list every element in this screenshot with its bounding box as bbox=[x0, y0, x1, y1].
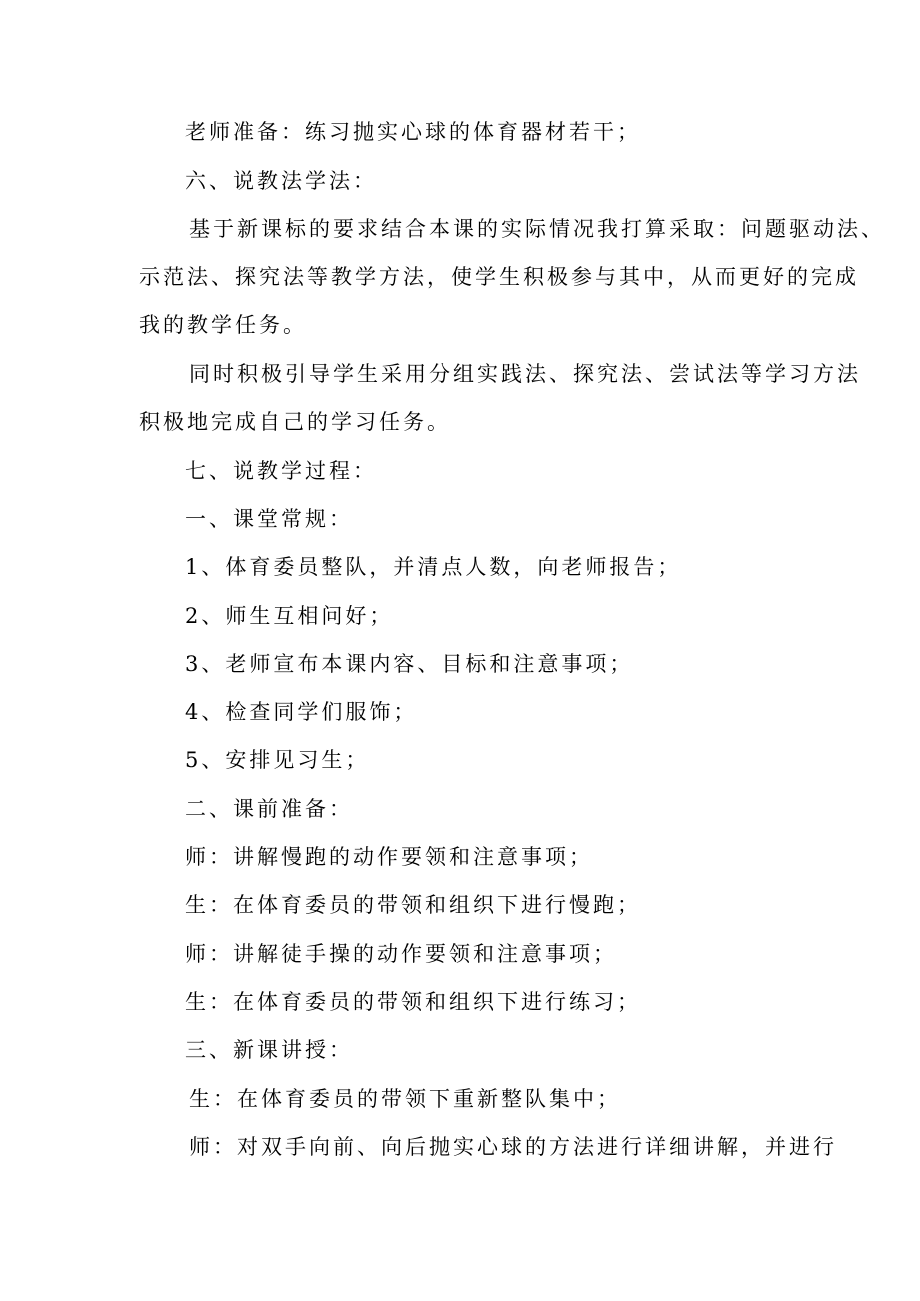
section-heading: 七、说教学过程： bbox=[185, 459, 377, 483]
section-heading: 二、课前准备： bbox=[185, 797, 353, 821]
text-line: 生：在体育委员的带领和组织下进行慢跑； bbox=[185, 893, 641, 917]
section-heading: 六、说教法学法： bbox=[185, 169, 377, 193]
text-line: 生：在体育委员的带领和组织下进行练习； bbox=[185, 990, 641, 1014]
list-item: 4、检查同学们服饰； bbox=[185, 700, 418, 724]
text-line: 师：讲解徒手操的动作要领和注意事项； bbox=[185, 942, 617, 966]
list-item: 1、体育委员整队，并清点人数，向老师报告； bbox=[185, 555, 682, 579]
list-item: 5、安排见习生； bbox=[185, 748, 370, 772]
text-line: 师：对双手向前、向后抛实心球的方法进行详细讲解，并进行 bbox=[189, 1135, 837, 1159]
text-line: 示范法、探究法等教学方法，使学生积极参与其中，从而更好的完成 bbox=[139, 265, 859, 289]
text-line: 老师准备：练习抛实心球的体育器材若干； bbox=[185, 120, 641, 144]
text-line: 积极地完成自己的学习任务。 bbox=[139, 410, 451, 434]
text-line: 师：讲解慢跑的动作要领和注意事项； bbox=[185, 845, 593, 869]
text-line: 同时积极引导学生采用分组实践法、探究法、尝试法等学习方法 bbox=[189, 362, 861, 386]
list-item: 3、老师宣布本课内容、目标和注意事项； bbox=[185, 652, 634, 676]
list-item: 2、师生互相问好； bbox=[185, 604, 394, 628]
text-line: 生：在体育委员的带领下重新整队集中； bbox=[189, 1087, 621, 1111]
text-line: 基于新课标的要求结合本课的实际情况我打算采取：问题驱动法、 bbox=[189, 217, 885, 241]
text-line: 我的教学任务。 bbox=[139, 313, 307, 337]
section-heading: 一、课堂常规： bbox=[185, 507, 353, 531]
section-heading: 三、新课讲授： bbox=[185, 1038, 353, 1062]
